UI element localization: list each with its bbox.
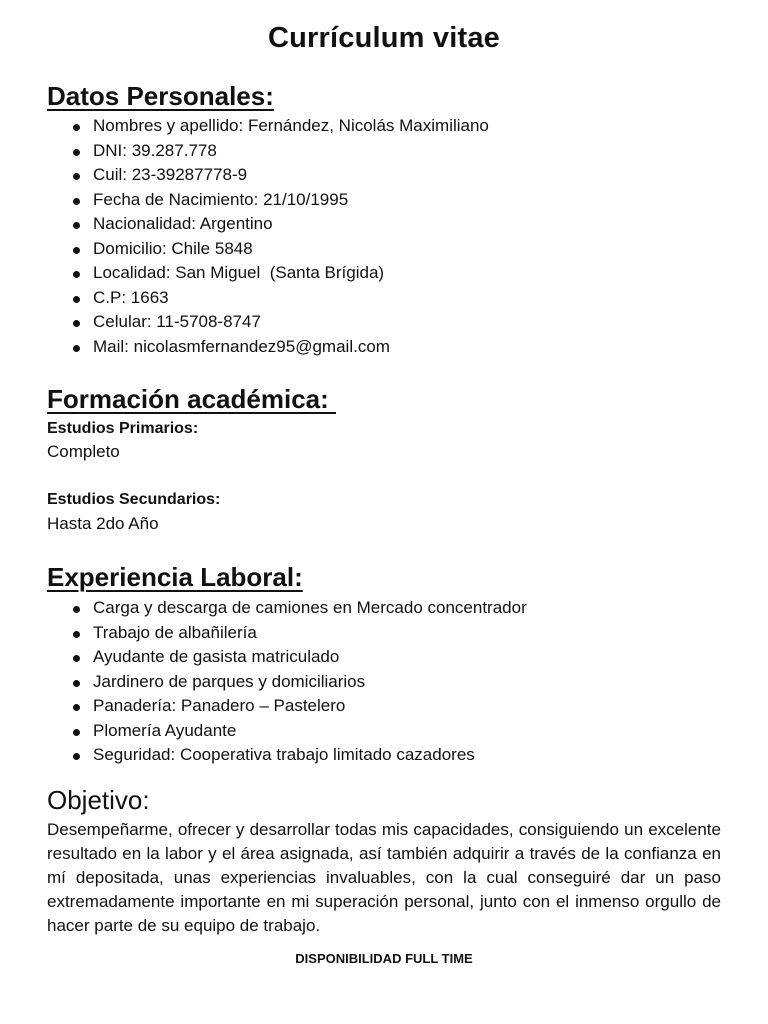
primary-studies-value: Completo [47, 442, 120, 461]
list-item [47, 261, 489, 286]
availability-note: DISPONIBILIDAD FULL TIME [295, 951, 473, 966]
bullet-icon [73, 222, 80, 229]
list-item-text: C.P: 1663 [93, 287, 169, 307]
bullet-icon [73, 124, 80, 131]
list-item-text: Trabajo de albañilería [93, 622, 257, 642]
document-title: Currículum vitae [267, 22, 501, 54]
bullet-icon [73, 680, 80, 687]
list-item-text: DNI: 39.287.778 [93, 140, 217, 160]
work-experience-heading: Experiencia Laboral: [47, 562, 303, 592]
list-item-text: Fecha de Nacimiento: 21/10/1995 [93, 189, 349, 209]
list-item [47, 188, 489, 213]
personal-data-heading: Datos Personales: [47, 81, 274, 111]
list-item [47, 114, 489, 139]
list-item [47, 645, 527, 670]
list-item [47, 335, 489, 360]
personal-data-list [47, 114, 489, 359]
list-item-text: Celular: 11-5708-8747 [93, 312, 261, 331]
education-heading: Formación académica: [47, 384, 336, 414]
cv-document [47, 0, 721, 1024]
work-experience-list [47, 596, 527, 768]
primary-studies-label: Estudios Primarios: [47, 420, 199, 437]
list-item-text: Nombres y apellido: Fernández, Nicolás Maximiliano [93, 116, 489, 135]
list-item-text: Cuil: 23-39287778-9 [93, 165, 248, 184]
list-item-text: Ayudante de gasista matriculado [93, 647, 340, 666]
bullet-icon [73, 606, 80, 613]
list-item [47, 212, 489, 237]
bullet-icon [73, 296, 80, 303]
list-item-text: Seguridad: Cooperativa trabajo limitado cazadores [93, 745, 475, 764]
list-item-text: Jardinero de parques y domiciliarios [93, 671, 366, 691]
list-item-text: Mail: nicolasmfernandez95@gmail.com [93, 336, 390, 356]
list-item [47, 670, 527, 695]
objective-paragraph: Desempeñarme, ofrecer y desarrollar todas mis capacidades, consiguiendo un excelente resultado en la labor y el área asignada, así también adquirir a través de la confianza en mí depositada, unas experiencias invaluables, con la cual conseguiré dar un paso extremadamente importante en mi superación personal, junto con el inmenso orgullo de hacer parte de su equipo de trabajo. [47, 820, 721, 935]
secondary-studies-label: Estudios Secundarios: [47, 491, 221, 508]
list-item-text: Plomería Ayudante [93, 720, 237, 740]
list-item [47, 163, 489, 188]
bullet-icon [73, 271, 80, 278]
bullet-icon [73, 173, 80, 180]
list-item [47, 621, 527, 646]
list-item-text: Localidad: San Miguel (Santa Brígida) [93, 263, 385, 282]
list-item [47, 286, 489, 311]
list-item-text: Carga y descarga de camiones en Mercado concentrador [93, 598, 527, 617]
list-item [47, 694, 527, 719]
list-item-text: Domicilio: Chile 5848 [93, 238, 253, 258]
objective-heading: Objetivo: [47, 785, 150, 815]
list-item [47, 310, 489, 335]
bullet-icon [73, 320, 80, 327]
list-item [47, 719, 527, 744]
bullet-icon [73, 729, 80, 736]
secondary-studies-value: Hasta 2do Año [47, 514, 159, 533]
list-item-text: Panadería: Panadero – Pastelero [93, 696, 346, 715]
bullet-icon [73, 704, 80, 711]
bullet-icon [73, 149, 80, 156]
bullet-icon [73, 655, 80, 662]
bullet-icon [73, 631, 80, 638]
list-item [47, 237, 489, 262]
list-item-text: Nacionalidad: Argentino [93, 214, 273, 233]
list-item [47, 139, 489, 164]
list-item [47, 743, 527, 768]
bullet-icon [73, 198, 80, 205]
bullet-icon [73, 247, 80, 254]
bullet-icon [73, 753, 80, 760]
bullet-icon [73, 345, 80, 352]
list-item [47, 596, 527, 621]
